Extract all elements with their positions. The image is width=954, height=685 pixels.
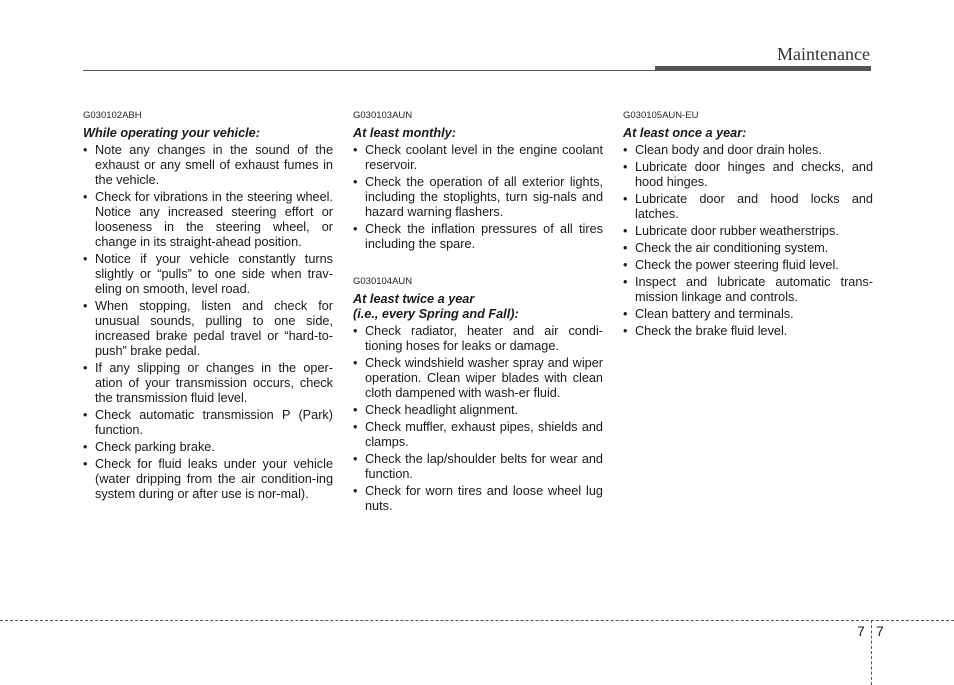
checklist-item	[83, 252, 333, 297]
checklist-item	[353, 222, 603, 252]
checklist-item	[83, 299, 333, 359]
section-heading	[353, 292, 603, 322]
checklist	[83, 143, 333, 502]
checklist-item-text: Lubricate door hinges and checks, and hood hinges.	[635, 160, 873, 189]
bullet-icon: •	[83, 143, 88, 157]
checklist-item-text: Clean body and door drain holes.	[635, 143, 822, 157]
bullet-icon: •	[83, 190, 88, 204]
checklist-item	[623, 307, 873, 322]
footer-dashed-rule	[0, 620, 954, 621]
bullet-icon: •	[353, 324, 358, 338]
bullet-icon: •	[623, 192, 628, 206]
checklist-item-text: Lubricate door rubber weatherstrips.	[635, 224, 839, 238]
checklist-item-text: Check for vibrations in the steering wheel. Notice any increased steering effort or looseness in the steering wheel, or change in its straight-ahead position.	[95, 190, 333, 249]
bullet-icon: •	[353, 222, 358, 236]
checklist-item-text: Check for worn tires and loose wheel lug nuts.	[365, 484, 603, 513]
bullet-icon: •	[83, 252, 88, 266]
bullet-icon: •	[353, 403, 358, 417]
bullet-icon: •	[83, 408, 88, 422]
checklist-item-text: Check the air conditioning system.	[635, 241, 829, 255]
checklist-item-text: Check the lap/shoulder belts for wear and function.	[365, 452, 603, 481]
checklist-item	[83, 457, 333, 502]
bullet-icon: •	[353, 356, 358, 370]
bullet-icon: •	[353, 420, 358, 434]
section-heading-line: At least monthly:	[353, 126, 456, 140]
checklist-item-text: Clean battery and terminals.	[635, 307, 794, 321]
bullet-icon: •	[83, 299, 88, 313]
checklist-item	[353, 175, 603, 220]
section-heading-line: (i.e., every Spring and Fall):	[353, 307, 519, 321]
checklist-item	[623, 275, 873, 305]
header-rule	[83, 70, 871, 71]
checklist-item-text: If any slipping or changes in the oper-ation of your transmission occurs, check the transmission fluid level.	[95, 361, 333, 405]
bullet-icon: •	[623, 324, 628, 338]
page-header-title: Maintenance	[777, 44, 870, 64]
checklist-item	[353, 143, 603, 173]
checklist-item	[83, 408, 333, 438]
checklist-item	[623, 143, 873, 158]
checklist-item	[353, 324, 603, 354]
bullet-icon: •	[83, 440, 88, 454]
checklist-item-text: Check windshield washer spray and wiper operation. Clean wiper blades with clean cloth dampened with wash-er fluid.	[365, 356, 603, 400]
checklist	[353, 143, 603, 252]
bullet-icon: •	[623, 160, 628, 174]
section-code: G030105AUN-EU	[623, 110, 699, 121]
checklist-item-text: Note any changes in the sound of the exhaust or any smell of exhaust fumes in the vehicle.	[95, 143, 333, 187]
checklist-item-text: Check the brake fluid level.	[635, 324, 788, 338]
section-heading-line: At least twice a year	[353, 292, 475, 306]
section-code: G030103AUN	[353, 110, 413, 121]
checklist	[353, 324, 603, 514]
checklist-item-text: Check the inflation pressures of all tires including the spare.	[365, 222, 603, 251]
checklist-item-text: Check coolant level in the engine coolant reservoir.	[365, 143, 603, 172]
column-1	[83, 110, 333, 504]
checklist-item-text: When stopping, listen and check for unusual sounds, pulling to one side, increased brake pedal travel or “hard-to-push” brake pedal.	[95, 299, 333, 358]
section-spacer	[353, 254, 603, 276]
bullet-icon: •	[353, 484, 358, 498]
checklist-item-text: Check the power steering fluid level.	[635, 258, 839, 272]
column-3	[623, 110, 873, 341]
checklist-item	[83, 440, 333, 455]
checklist-item	[353, 420, 603, 450]
section-code: G030104AUN	[353, 276, 413, 287]
bullet-icon: •	[623, 275, 628, 289]
checklist-item	[83, 190, 333, 250]
bullet-icon: •	[623, 307, 628, 321]
checklist-item-text: Check for fluid leaks under your vehicle (water dripping from the air condition-ing system during or after use is nor-mal).	[95, 457, 333, 501]
checklist-item-text: Check automatic transmission P (Park) function.	[95, 408, 333, 437]
checklist-item-text: Check headlight alignment.	[365, 403, 519, 417]
bullet-icon: •	[353, 452, 358, 466]
bullet-icon: •	[623, 143, 628, 157]
checklist-item	[623, 258, 873, 273]
bullet-icon: •	[83, 457, 88, 471]
checklist-item-text: Notice if your vehicle constantly turns slightly or “pulls” to one side when trav-eling on smooth, level road.	[95, 252, 333, 296]
chapter-number: 7	[857, 623, 865, 639]
checklist-item	[623, 160, 873, 190]
bullet-icon: •	[353, 143, 358, 157]
bullet-icon: •	[353, 175, 358, 189]
bullet-icon: •	[623, 258, 628, 272]
bullet-icon: •	[623, 224, 628, 238]
bullet-icon: •	[623, 241, 628, 255]
checklist-item	[623, 224, 873, 239]
checklist-item	[623, 192, 873, 222]
checklist-item	[83, 143, 333, 188]
section-heading-line: At least once a year:	[623, 126, 747, 140]
page-number: 7	[876, 623, 884, 639]
checklist-item	[623, 324, 873, 339]
checklist-item-text: Check parking brake.	[95, 440, 215, 454]
section-heading	[623, 126, 873, 141]
checklist-item-text: Lubricate door and hood locks and latches.	[635, 192, 873, 221]
checklist-item-text: Inspect and lubricate automatic trans-mission linkage and controls.	[635, 275, 873, 304]
checklist-item	[623, 241, 873, 256]
checklist	[623, 143, 873, 339]
bullet-icon: •	[83, 361, 88, 375]
checklist-item	[353, 356, 603, 401]
checklist-item	[353, 484, 603, 514]
section-heading	[353, 126, 603, 141]
footer-vertical-dashed-rule	[871, 620, 872, 685]
checklist-item	[83, 361, 333, 406]
section-heading-line: While operating your vehicle:	[83, 126, 260, 140]
checklist-item-text: Check radiator, heater and air condi-tioning hoses for leaks or damage.	[365, 324, 603, 353]
section-heading	[83, 126, 333, 141]
column-2	[353, 110, 603, 516]
checklist-item-text: Check the operation of all exterior lights, including the stoplights, turn sig-nals and hazard warning flashers.	[365, 175, 603, 219]
section-code: G030102ABH	[83, 110, 142, 121]
checklist-item-text: Check muffler, exhaust pipes, shields and clamps.	[365, 420, 603, 449]
checklist-item	[353, 403, 603, 418]
checklist-item	[353, 452, 603, 482]
